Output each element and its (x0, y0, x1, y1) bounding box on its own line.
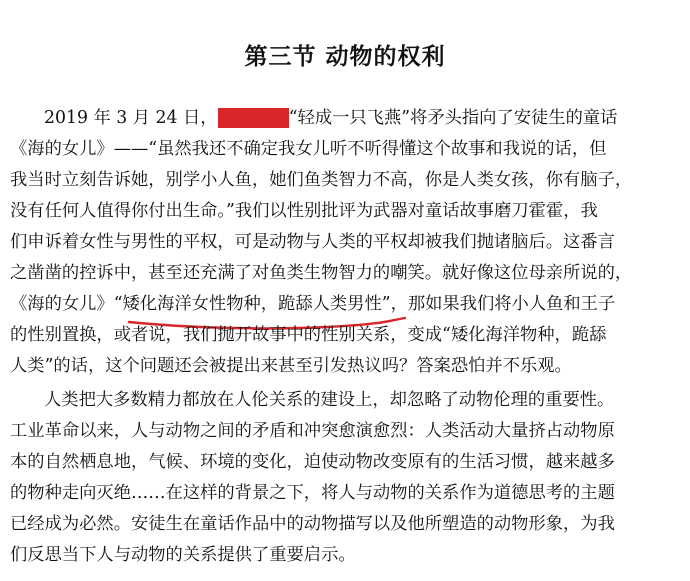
p2-line-6: 们反思当下人与动物的关系提供了重要启示。 (10, 545, 356, 565)
p1-line-1-start: 2019 年 3 月 24 日， (44, 108, 218, 128)
p1-line-6: 之凿凿的控诉中，甚至还充满了对鱼类生物智力的嘲笑。就好像这位母亲所说的， (10, 263, 633, 283)
p1-line-1 (44, 106, 617, 130)
p2-line-5: 已经成为必然。安徒生在童话作品中的动物描写以及他所塑造的动物形象，为我 (10, 514, 615, 534)
p1-line-4: 没有任何人值得你付出生命。”我们以性别批评为武器对童话故事磨刀霍霍，我 (10, 201, 598, 221)
p1-line-9: 人类”的话，这个问题还会被提出来甚至引发热议吗？答案恐怕并不乐观。 (10, 356, 572, 376)
p2-line-1: 人类把大多数精力都放在人伦关系的建设上，却忽略了动物伦理的重要性。 (44, 390, 615, 410)
p2-line-3: 本的自然栖息地，气候、环境的变化，迫使动物改变原有的生活习惯，越来越多 (10, 452, 615, 472)
redacted-username: 微博用户 (218, 108, 288, 128)
p1-line-8: 的性别置换，或者说，我们抛开故事中的性别关系，变成“矮化海洋物种，跪舔 (10, 325, 607, 345)
section-title: 第三节 动物的权利 (244, 43, 446, 70)
p1-line-1-end: “轻成一只飞燕”将矛头指向了安徒生的童话 (288, 108, 618, 128)
p1-line-5: 们申诉着女性与男性的平权，可是动物与人类的平权却被我们抛诸脑后。这番言 (10, 232, 615, 252)
p2-line-4: 的物种走向灭绝……在这样的背景之下，将人与动物的关系作为道德思考的主题 (10, 483, 615, 503)
p1-line-2: 《海的女儿》——“虽然我还不确定我女儿听不听得懂这个故事和我说的话，但 (10, 139, 607, 159)
p1-line-3: 我当时立刻告诉她，别学小人鱼，她们鱼类智力不高，你是人类女孩，你有脑子， (10, 170, 633, 190)
p2-line-2: 工业革命以来，人与动物之间的矛盾和冲突愈演愈烈：人类活动大量挤占动物原 (10, 421, 615, 441)
p1-line-7: 《海的女儿》“矮化海洋女性物种，跪舔人类男性”，那如果我们将小人鱼和王子 (10, 294, 616, 314)
